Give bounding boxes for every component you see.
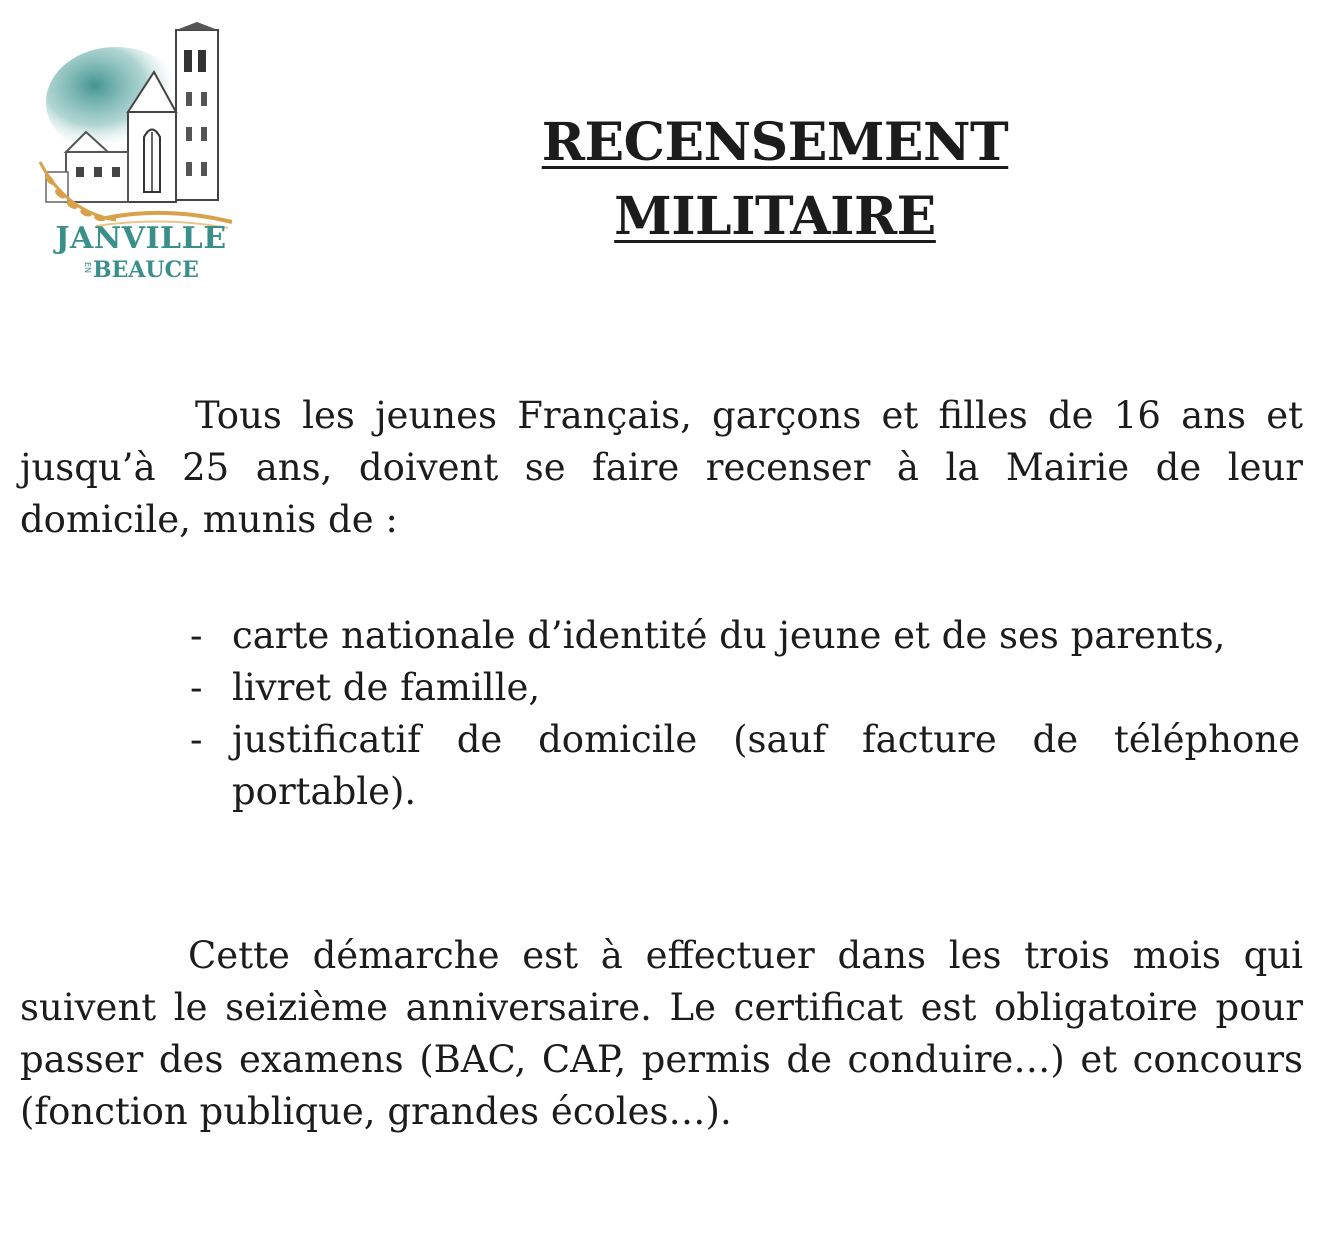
list-item-text: carte nationale d’identité du jeune et de ses parents, [232, 614, 1226, 657]
list-item [190, 610, 1300, 662]
bullet-dash: - [190, 614, 203, 657]
closing-paragraph: Cette démarche est à effectuer dans les trois mois qui suivent le seizième anniversaire. Le certificat est obligatoire pour passer des examens (BAC, CAP, permis de conduire…) et concours (fonction publique, grandes écoles…). [20, 934, 1303, 1133]
requirements-list [190, 610, 1300, 818]
title-line-2: MILITAIRE [614, 186, 936, 247]
list-item-text: justificatif de domicile (sauf facture de téléphone portable). [232, 718, 1300, 813]
janville-logo [36, 22, 236, 284]
list-item [190, 714, 1300, 818]
logo-region: BEAUCE [93, 257, 199, 283]
list-item-text: livret de famille, [232, 666, 541, 709]
page-title [440, 106, 1110, 254]
intro-paragraph: Tous les jeunes Français, garçons et filles de 16 ans et jusqu’à 25 ans, doivent se faire recenser à la Mairie de leur domicile, munis de : [20, 394, 1303, 541]
title-line-1: RECENSEMENT [541, 112, 1009, 173]
bullet-dash: - [190, 718, 203, 761]
bullet-dash: - [190, 666, 203, 709]
list-item [190, 662, 1300, 714]
logo-name: JANVILLE [55, 221, 227, 256]
logo-small: EN [83, 262, 92, 274]
